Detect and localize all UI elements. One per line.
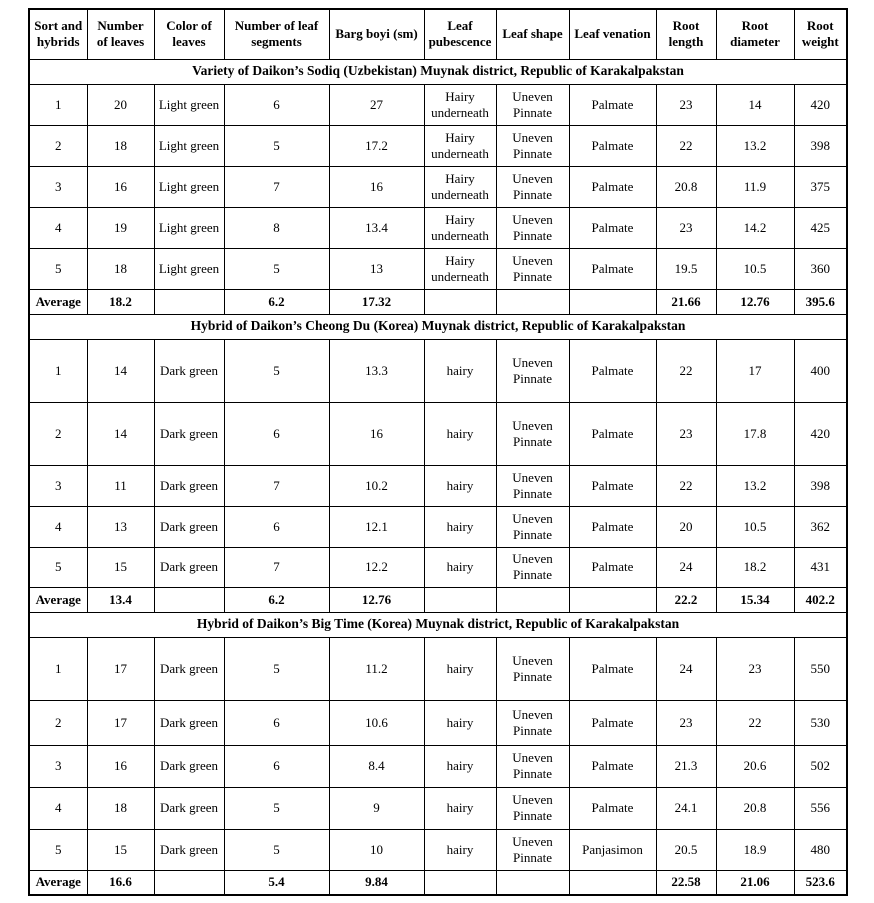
table-cell: hairy: [424, 745, 496, 787]
table-cell: 360: [794, 248, 847, 289]
table-cell: 18: [87, 787, 154, 829]
table-cell: Dark green: [154, 547, 224, 587]
table-cell: 22: [656, 125, 716, 166]
column-header-number-of-leaves: Number of leaves: [87, 9, 154, 59]
table-cell: 11.9: [716, 166, 794, 207]
table-cell: 13.4: [329, 207, 424, 248]
table-cell: 10.6: [329, 700, 424, 745]
table-cell: 6: [224, 402, 329, 465]
daikon-table: [28, 8, 848, 896]
table-cell: 4: [29, 787, 87, 829]
table-row: [29, 745, 847, 787]
table-cell: 362: [794, 506, 847, 547]
table-cell: 398: [794, 465, 847, 506]
table-cell: Uneven Pinnate: [496, 547, 569, 587]
table-cell: 420: [794, 84, 847, 125]
table-row: [29, 402, 847, 465]
average-cell: [569, 587, 656, 612]
average-cell: [496, 587, 569, 612]
table-cell: 13: [87, 506, 154, 547]
table-cell: 18: [87, 125, 154, 166]
table-cell: Uneven Pinnate: [496, 84, 569, 125]
average-row: [29, 587, 847, 612]
table-cell: 400: [794, 339, 847, 402]
table-cell: Hairy underneath: [424, 248, 496, 289]
table-cell: Palmate: [569, 339, 656, 402]
average-cell: 16.6: [87, 870, 154, 895]
table-cell: Dark green: [154, 637, 224, 700]
table-cell: 20: [656, 506, 716, 547]
table-cell: 2: [29, 700, 87, 745]
table-cell: 1: [29, 84, 87, 125]
table-cell: 5: [29, 248, 87, 289]
average-cell: 22.58: [656, 870, 716, 895]
average-cell: [154, 289, 224, 314]
table-row: [29, 700, 847, 745]
table-cell: 14.2: [716, 207, 794, 248]
average-cell: [424, 870, 496, 895]
table-cell: 7: [224, 465, 329, 506]
table-cell: hairy: [424, 637, 496, 700]
table-cell: 2: [29, 125, 87, 166]
table-cell: 20.8: [716, 787, 794, 829]
table-cell: 14: [87, 402, 154, 465]
average-cell: 15.34: [716, 587, 794, 612]
table-cell: Uneven Pinnate: [496, 125, 569, 166]
section-title: Hybrid of Daikon’s Cheong Du (Korea) Muynak district, Republic of Karakalpakstan: [29, 314, 847, 339]
table-cell: 22: [656, 339, 716, 402]
table-cell: Uneven Pinnate: [496, 637, 569, 700]
table-cell: 20.5: [656, 829, 716, 870]
table-row: [29, 166, 847, 207]
table-cell: 17: [87, 637, 154, 700]
average-cell: [424, 289, 496, 314]
table-cell: 431: [794, 547, 847, 587]
table-cell: 12.2: [329, 547, 424, 587]
average-cell: 523.6: [794, 870, 847, 895]
table-cell: 398: [794, 125, 847, 166]
table-cell: 17.2: [329, 125, 424, 166]
average-cell: [424, 587, 496, 612]
table-cell: 23: [656, 84, 716, 125]
section-title-row-2: [29, 314, 847, 339]
table-cell: 6: [224, 700, 329, 745]
table-cell: Dark green: [154, 829, 224, 870]
table-cell: 8.4: [329, 745, 424, 787]
table-cell: 21.3: [656, 745, 716, 787]
average-label: Average: [29, 870, 87, 895]
table-cell: hairy: [424, 787, 496, 829]
table-cell: 6: [224, 84, 329, 125]
average-cell: 402.2: [794, 587, 847, 612]
table-cell: 13: [329, 248, 424, 289]
table-cell: 16: [87, 745, 154, 787]
table-cell: 4: [29, 506, 87, 547]
table-cell: Palmate: [569, 207, 656, 248]
table-cell: 24: [656, 547, 716, 587]
table-cell: 1: [29, 339, 87, 402]
table-cell: 10: [329, 829, 424, 870]
table-cell: Palmate: [569, 465, 656, 506]
table-cell: hairy: [424, 547, 496, 587]
table-cell: 27: [329, 84, 424, 125]
table-cell: Uneven Pinnate: [496, 465, 569, 506]
table-cell: 15: [87, 829, 154, 870]
table-cell: Palmate: [569, 248, 656, 289]
table-cell: Light green: [154, 166, 224, 207]
table-cell: 5: [224, 829, 329, 870]
table-cell: hairy: [424, 506, 496, 547]
table-cell: Palmate: [569, 166, 656, 207]
column-header-root-weight: Root weight: [794, 9, 847, 59]
average-row: [29, 870, 847, 895]
table-cell: Hairy underneath: [424, 125, 496, 166]
table-body: [29, 59, 847, 895]
table-cell: Uneven Pinnate: [496, 506, 569, 547]
column-header-number-of-leaf-segments: Number of leaf segments: [224, 9, 329, 59]
section-title: Variety of Daikon’s Sodiq (Uzbekistan) Muynak district, Republic of Karakalpakstan: [29, 59, 847, 84]
column-header-leaf-shape: Leaf shape: [496, 9, 569, 59]
table-cell: 17.8: [716, 402, 794, 465]
table-row: [29, 829, 847, 870]
table-cell: 11: [87, 465, 154, 506]
table-cell: 10.2: [329, 465, 424, 506]
table-cell: 3: [29, 465, 87, 506]
average-cell: 12.76: [329, 587, 424, 612]
table-cell: hairy: [424, 700, 496, 745]
average-cell: 12.76: [716, 289, 794, 314]
table-cell: Palmate: [569, 547, 656, 587]
table-cell: 22: [716, 700, 794, 745]
table-cell: 17: [87, 700, 154, 745]
table-cell: 20: [87, 84, 154, 125]
average-cell: [496, 289, 569, 314]
table-cell: 2: [29, 402, 87, 465]
table-cell: Palmate: [569, 745, 656, 787]
table-cell: Uneven Pinnate: [496, 829, 569, 870]
header-row: [29, 9, 847, 59]
page: [0, 8, 874, 903]
average-cell: [496, 870, 569, 895]
table-cell: 19.5: [656, 248, 716, 289]
table-cell: 550: [794, 637, 847, 700]
table-cell: 18.9: [716, 829, 794, 870]
table-cell: 20.6: [716, 745, 794, 787]
section-title: Hybrid of Daikon’s Big Time (Korea) Muynak district, Republic of Karakalpakstan: [29, 612, 847, 637]
average-cell: [569, 289, 656, 314]
table-cell: 6: [224, 745, 329, 787]
table-cell: Dark green: [154, 465, 224, 506]
table-cell: 420: [794, 402, 847, 465]
table-cell: Hairy underneath: [424, 207, 496, 248]
table-cell: 11.2: [329, 637, 424, 700]
table-cell: 375: [794, 166, 847, 207]
table-cell: 17: [716, 339, 794, 402]
average-cell: 6.2: [224, 587, 329, 612]
table-cell: 7: [224, 166, 329, 207]
table-row: [29, 547, 847, 587]
column-header-color-of-leaves: Color of leaves: [154, 9, 224, 59]
average-cell: 21.66: [656, 289, 716, 314]
table-row: [29, 465, 847, 506]
table-cell: Dark green: [154, 506, 224, 547]
table-cell: Palmate: [569, 506, 656, 547]
average-label: Average: [29, 587, 87, 612]
table-cell: 480: [794, 829, 847, 870]
table-cell: 16: [329, 402, 424, 465]
table-cell: 10.5: [716, 506, 794, 547]
table-cell: Palmate: [569, 700, 656, 745]
column-header-sort-and-hybrids: Sort and hybrids: [29, 9, 87, 59]
table-row: [29, 248, 847, 289]
table-cell: Palmate: [569, 402, 656, 465]
column-header-barg-boyi-sm: Barg boyi (sm): [329, 9, 424, 59]
table-cell: hairy: [424, 829, 496, 870]
table-cell: 13.2: [716, 465, 794, 506]
table-cell: 22: [656, 465, 716, 506]
table-cell: 20.8: [656, 166, 716, 207]
average-cell: 22.2: [656, 587, 716, 612]
table-cell: Dark green: [154, 787, 224, 829]
column-header-root-length: Root length: [656, 9, 716, 59]
table-cell: Light green: [154, 84, 224, 125]
table-cell: 23: [656, 207, 716, 248]
table-row: [29, 84, 847, 125]
table-cell: 9: [329, 787, 424, 829]
table-row: [29, 125, 847, 166]
table-cell: Panjasimon: [569, 829, 656, 870]
table-cell: Uneven Pinnate: [496, 700, 569, 745]
table-cell: 18: [87, 248, 154, 289]
average-cell: 395.6: [794, 289, 847, 314]
table-cell: hairy: [424, 465, 496, 506]
table-cell: 14: [716, 84, 794, 125]
table-cell: 4: [29, 207, 87, 248]
average-cell: [154, 870, 224, 895]
table-cell: Uneven Pinnate: [496, 745, 569, 787]
table-cell: 6: [224, 506, 329, 547]
table-cell: 5: [29, 547, 87, 587]
table-cell: 8: [224, 207, 329, 248]
table-cell: 24.1: [656, 787, 716, 829]
average-cell: 21.06: [716, 870, 794, 895]
average-cell: 5.4: [224, 870, 329, 895]
table-cell: 23: [716, 637, 794, 700]
average-cell: [154, 587, 224, 612]
table-cell: hairy: [424, 402, 496, 465]
table-cell: 5: [224, 339, 329, 402]
table-cell: 3: [29, 166, 87, 207]
table-cell: Light green: [154, 125, 224, 166]
table-cell: 1: [29, 637, 87, 700]
table-cell: Palmate: [569, 787, 656, 829]
table-row: [29, 506, 847, 547]
table-cell: 19: [87, 207, 154, 248]
table-cell: Dark green: [154, 745, 224, 787]
average-label: Average: [29, 289, 87, 314]
column-header-leaf-venation: Leaf venation: [569, 9, 656, 59]
column-header-root-diameter: Root diameter: [716, 9, 794, 59]
table-cell: 556: [794, 787, 847, 829]
table-cell: Light green: [154, 248, 224, 289]
table-row: [29, 207, 847, 248]
table-cell: 16: [329, 166, 424, 207]
table-cell: hairy: [424, 339, 496, 402]
table-cell: 530: [794, 700, 847, 745]
table-cell: 24: [656, 637, 716, 700]
table-cell: Palmate: [569, 637, 656, 700]
table-cell: 5: [224, 125, 329, 166]
average-cell: 13.4: [87, 587, 154, 612]
table-cell: 15: [87, 547, 154, 587]
table-cell: Uneven Pinnate: [496, 339, 569, 402]
table-cell: Dark green: [154, 402, 224, 465]
table-cell: Uneven Pinnate: [496, 402, 569, 465]
table-cell: 13.3: [329, 339, 424, 402]
table-cell: Light green: [154, 207, 224, 248]
table-cell: 5: [29, 829, 87, 870]
table-cell: 16: [87, 166, 154, 207]
average-cell: 9.84: [329, 870, 424, 895]
table-cell: Hairy underneath: [424, 84, 496, 125]
table-cell: Palmate: [569, 125, 656, 166]
table-cell: Uneven Pinnate: [496, 166, 569, 207]
average-cell: 6.2: [224, 289, 329, 314]
table-cell: 7: [224, 547, 329, 587]
table-cell: Uneven Pinnate: [496, 787, 569, 829]
table-cell: 425: [794, 207, 847, 248]
table-cell: 3: [29, 745, 87, 787]
table-cell: 18.2: [716, 547, 794, 587]
table-cell: 5: [224, 787, 329, 829]
table-cell: 10.5: [716, 248, 794, 289]
table-cell: 14: [87, 339, 154, 402]
table-cell: 13.2: [716, 125, 794, 166]
average-cell: 17.32: [329, 289, 424, 314]
table-cell: 502: [794, 745, 847, 787]
table-cell: Palmate: [569, 84, 656, 125]
table-cell: 12.1: [329, 506, 424, 547]
table-cell: Uneven Pinnate: [496, 248, 569, 289]
table-cell: Uneven Pinnate: [496, 207, 569, 248]
table-cell: 23: [656, 402, 716, 465]
table-cell: 23: [656, 700, 716, 745]
section-title-row-1: [29, 59, 847, 84]
table-row: [29, 637, 847, 700]
table-cell: 5: [224, 248, 329, 289]
table-cell: 5: [224, 637, 329, 700]
average-row: [29, 289, 847, 314]
average-cell: 18.2: [87, 289, 154, 314]
section-title-row-3: [29, 612, 847, 637]
table-cell: Dark green: [154, 339, 224, 402]
table-cell: Hairy underneath: [424, 166, 496, 207]
table-row: [29, 787, 847, 829]
table-row: [29, 339, 847, 402]
column-header-leaf-pubescence: Leaf pubescence: [424, 9, 496, 59]
table-cell: Dark green: [154, 700, 224, 745]
average-cell: [569, 870, 656, 895]
